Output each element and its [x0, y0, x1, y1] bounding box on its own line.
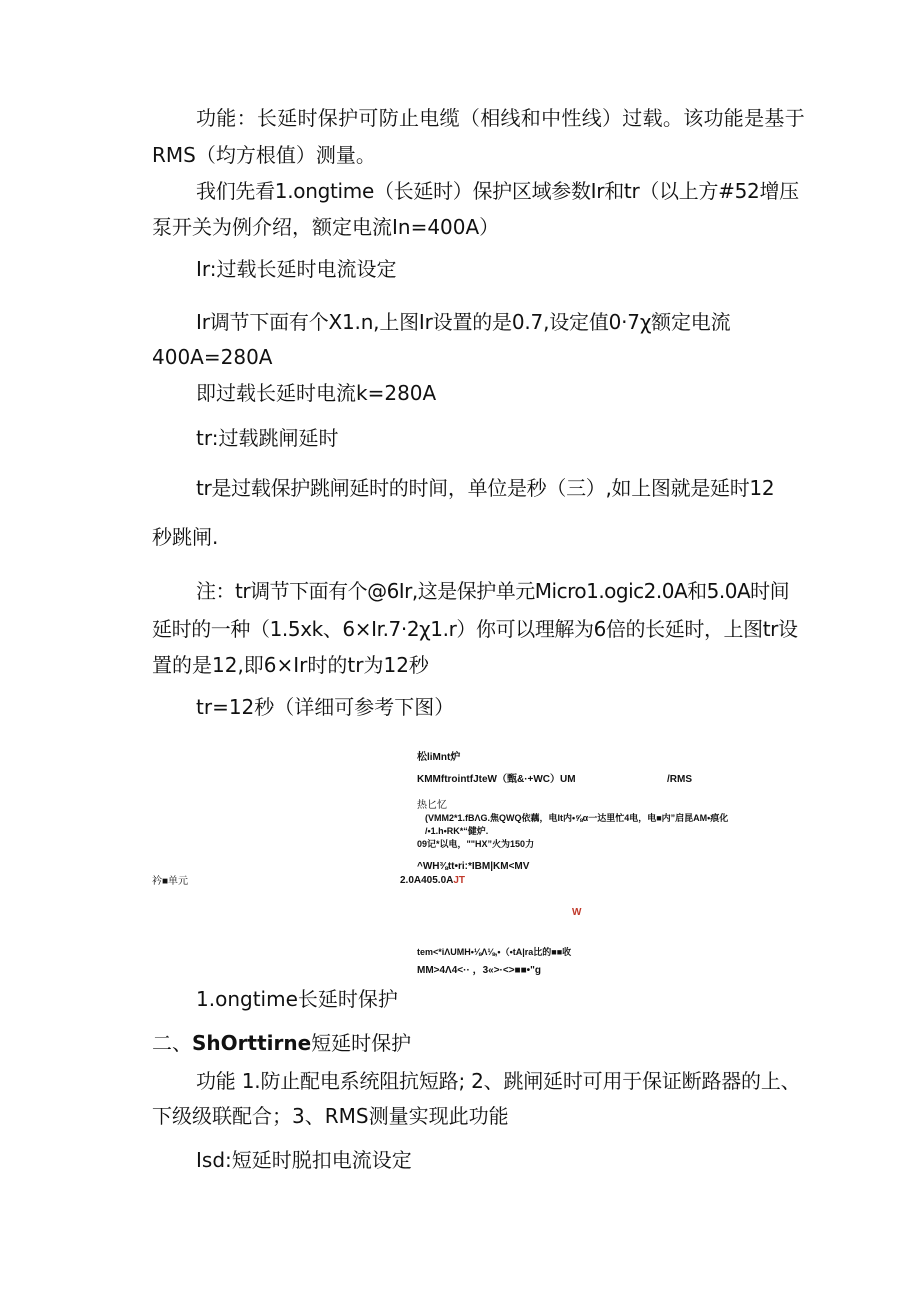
figure-line: (VMM2*1.fBΛG.焦QWQ依藕，电It内•⅝α一达里忙4电，电■内”启昆AM•痕化 — [425, 813, 729, 823]
figure-line: ^WH⅜tt•ri:*IBM|KM<MV — [417, 861, 530, 872]
figure-line: 09记*以电，""HX”火为150力 — [417, 839, 535, 849]
para-tr-heading: tr:过载跳闸延时 — [196, 426, 339, 450]
figure-line: 2.0A405.0AJT — [400, 875, 466, 886]
para-note-line2: 延时的一种（1.5xk、6×Ir.7·2χ1.r）你可以理解为6倍的长延时，上图tr设 — [152, 617, 798, 641]
figure-line: W — [572, 907, 582, 918]
figure-line: MM>4Λ4<·· ，3«>·<>■■•"g — [417, 965, 541, 976]
figure-line: 衿■单元 — [152, 876, 189, 887]
figure-line: 热匕忆 — [417, 800, 447, 811]
para-isd-heading: Isd:短延时脱扣电流设定 — [196, 1148, 412, 1172]
para-tr-value: tr=12秒（详细可参考下图） — [196, 695, 455, 719]
para-shorttime-function-line2: 下级级联配合；3、RMS测量实现此功能 — [152, 1104, 509, 1128]
para-note-line3: 置的是12,即6×Ir时的tr为12秒 — [152, 653, 429, 677]
para-longtime-intro-line1: 我们先看1.ongtime（长延时）保护区域参数Ir和tr（以上方#52增压 — [196, 179, 799, 203]
para-ir-result: 即过载长延时电流k=280A — [196, 381, 437, 405]
figure-caption: 1.ongtime长延时保护 — [196, 987, 398, 1011]
para-ir-detail-line2: 400A=280A — [152, 345, 273, 369]
figure-line: KMMftrointfJteW（甄&·+WC）UM — [417, 774, 576, 785]
para-function-line2: RMS（均方根值）测量。 — [152, 143, 376, 167]
figure-line: /RMS — [667, 774, 692, 785]
para-longtime-intro-line2: 泵开关为例介绍，额定电流In=400A） — [152, 215, 500, 239]
figure-line: /•1.h•RK*“健炉. — [425, 826, 489, 836]
para-tr-detail-line2: 秒跳闸. — [152, 525, 219, 549]
para-note-line1: 注：tr调节下面有个@6Ir,这是保护单元Micro1.ogic2.0A和5.0A时间 — [196, 579, 790, 603]
figure-line: tem<*iΛUMH•⅛Λ⅛,•（•tA|ra比的■■收 — [417, 947, 572, 957]
para-ir-heading: Ir:过载长延时电流设定 — [196, 257, 397, 281]
para-ir-detail-line1: Ir调节下面有个X1.n,上图Ir设置的是0.7,设定值0·7χ额定电流 — [196, 310, 731, 334]
section-heading: 二、ShOrttirne短延时保护 — [152, 1031, 412, 1055]
para-tr-detail-line1: tr是过载保护跳闸延时的时间，单位是秒（三）,如上图就是延时12 — [196, 476, 775, 500]
figure-line: 松liMnt炉 — [417, 752, 461, 763]
para-shorttime-function-line1: 功能 1.防止配电系统阻抗短路; 2、跳闸延时可用于保证断路器的上、 — [196, 1069, 801, 1093]
para-function-line1: 功能：长延时保护可防止电缆（相线和中性线）过载。该功能是基于 — [196, 106, 805, 130]
